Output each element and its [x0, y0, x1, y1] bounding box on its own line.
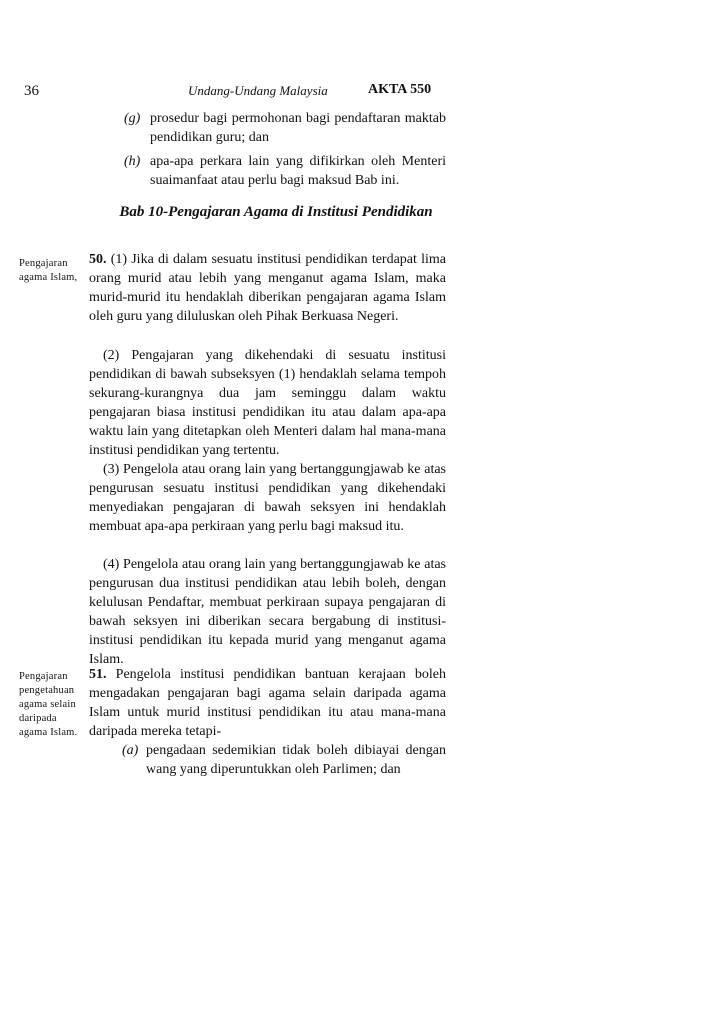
section-number: 51. [89, 667, 107, 682]
subsection-text: (1) Jika di dalam sesuatu institusi pendidikan terdapat lima orang murid atau lebih yang menganut agama Islam, maka murid-murid itu hendaklah diberikan pengajaran agama Islam oleh guru yang diluluskan oleh Pihak Berkuasa Negeri. [89, 252, 446, 324]
item-text: prosedur bagi permohonan bagi pendaftaran maktab pendidikan guru; dan [150, 111, 446, 145]
section-text: Pengelola institusi pendidikan bantuan kerajaan boleh mengadakan pengajaran bagi agama selain daripada agama Islam untuk murid institusi pendidikan itu atau mana-mana daripada mereka tetapi- [89, 667, 446, 739]
section-50-subsection-1 [89, 250, 446, 326]
list-item-g [124, 109, 446, 147]
section-number: 50. [89, 252, 107, 267]
margin-note-section-50: Pengajaran agama Islam, [19, 258, 78, 283]
item-label: (g) [124, 111, 141, 126]
page-number: 36 [24, 83, 39, 99]
item-text: apa-apa perkara lain yang difikirkan oleh Menteri suaimanfaat atau perlu bagi maksud Bab ini. [150, 154, 446, 188]
section-51-text [89, 665, 446, 741]
list-item-h [124, 152, 446, 190]
section-50-subsection-4: (4) Pengelola atau orang lain yang bertanggungjawab ke atas pengurusan dua institusi pendidikan atau lebih boleh, dengan kelulusan Pendaftar, membuat perkiraan supaya pengajaran di bawah seksyen ini diberikan secara bergabung di institusi-institusi pendidikan itu kepada murid yang menganut agama Islam. [89, 557, 446, 667]
list-item-a [122, 741, 446, 779]
item-label: (h) [124, 154, 141, 169]
chapter-heading: Bab 10-Pengajaran Agama di Institusi Pendidikan [119, 204, 433, 220]
section-50-subsection-2: (2) Pengajaran yang dikehendaki di sesuatu institusi pendidikan di bawah subseksyen (1) hendaklah selama tempoh sekurang-kurangnya dua jam seminggu dalam waktu pengajaran biasa institusi pendidikan itu atau dalam apa-apa waktu lain yang ditetapkan oleh Menteri dalam hal mana-mana institusi pendidikan yang tertentu. [89, 348, 446, 458]
item-text: pengadaan sedemikian tidak boleh dibiayai dengan wang yang diperuntukkan oleh Parlimen; dan [146, 743, 446, 777]
act-number: AKTA 550 [368, 82, 432, 97]
section-50-subsection-3: (3) Pengelola atau orang lain yang bertanggungjawab ke atas pengurusan sesuatu institusi pendidikan yang dikehendaki menyediakan pengajaran di bawah seksyen ini hendaklah membuat apa-apa perkiraan yang perlu bagi maksud itu. [89, 462, 446, 534]
item-label: (a) [122, 743, 139, 758]
margin-note-section-51: Pengajaran pengetahuan agama selain daripada agama Islam. [19, 671, 78, 738]
running-title: Undang-Undang Malaysia [188, 83, 328, 98]
